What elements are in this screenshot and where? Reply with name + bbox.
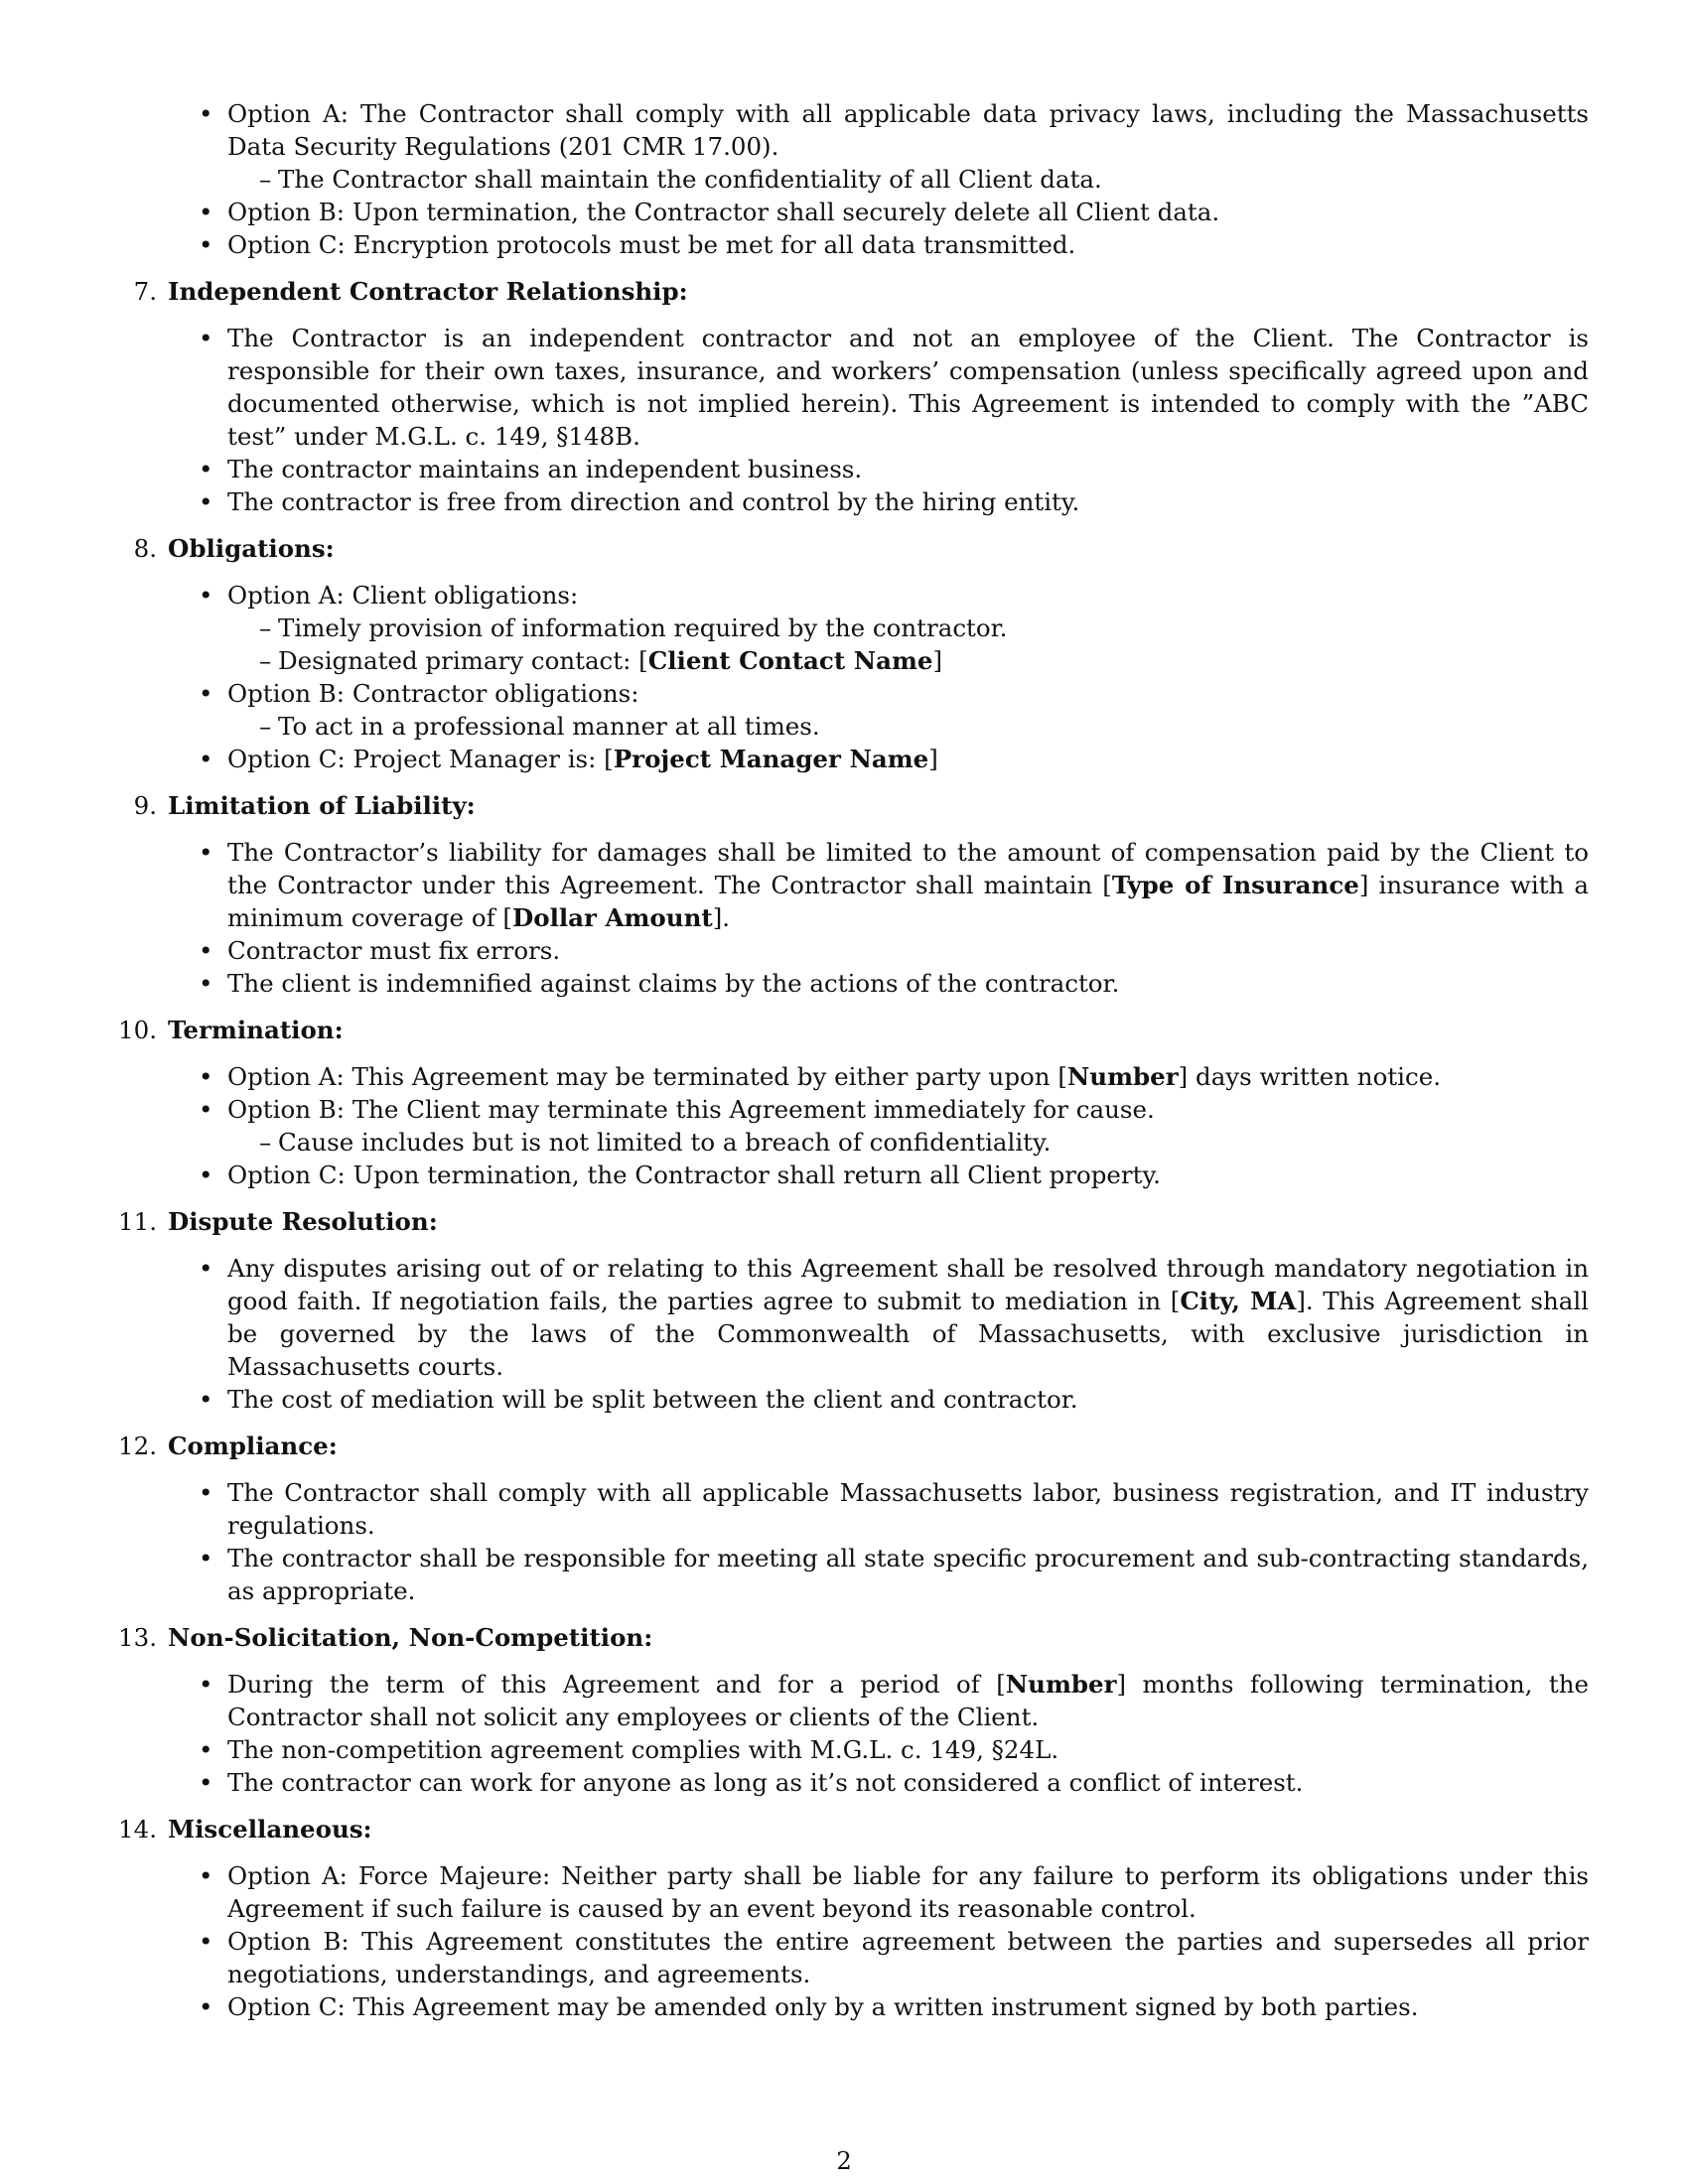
list-item: • The contractor is free from direction and control by the hiring entity. (199, 487, 1080, 516)
dash-icon: – (259, 614, 272, 642)
placeholder-field: Type of Insurance (1111, 871, 1359, 899)
list-item: • Option A: The Contractor shall comply with all applicable data privacy laws, including the Massachusetts Data Security Regulations (201 CMR 17.00). (199, 99, 1589, 161)
section-title: Termination: (168, 1016, 344, 1044)
list-item: • The contractor shall be responsible for meeting all state specific procurement and sub-contracting standards, as appropriate. (199, 1544, 1589, 1605)
section-title: Limitation of Liability: (168, 791, 476, 820)
section-title: Compliance: (168, 1432, 338, 1460)
section-heading-7: 7. Independent Contractor Relationship: (133, 277, 688, 306)
list-item: • The non-competition agreement complies with M.G.L. c. 149, §24L. (199, 1735, 1059, 1764)
list-item: • Option C: Upon termination, the Contractor shall return all Client property. (199, 1160, 1161, 1189)
bullet-icon: • (199, 1735, 213, 1764)
list-item: • Option B: The Client may terminate this Agreement immediately for cause. (199, 1095, 1155, 1124)
placeholder-field: Number (1005, 1670, 1117, 1699)
bullet-icon: • (199, 969, 213, 998)
section-heading-8: 8. Obligations: (133, 534, 335, 563)
section-6-continued (109, 97, 1589, 261)
sub-list-item: – Designated primary contact: [Client Contact Name] (259, 646, 943, 675)
placeholder-field: Client Contact Name (647, 646, 933, 675)
list-item: • The Contractor’s liability for damages shall be limited to the amount of compensation paid by the Client to the Contractor under this Agreement. The Contractor shall maintain [Type of Insurance] insurance with a minimum coverage of [Dollar Amount]. (199, 838, 1590, 932)
list-item: • Option B: This Agreement constitutes the entire agreement between the parties and supersedes all prior negotiations, understandings, and agreements. (199, 1927, 1589, 1988)
sub-list-item: – Cause includes but is not limited to a breach of confidentiality. (259, 1128, 1052, 1157)
document-body (109, 97, 1589, 2023)
list-item: • Option C: This Agreement may be amended only by a written instrument signed by both parties. (199, 1992, 1419, 2021)
bullet-icon: • (199, 324, 213, 352)
list-item: • The Contractor shall comply with all applicable Massachusetts labor, business registration, and IT industry regulations. (199, 1478, 1589, 1540)
list-item: • Option A: Force Majeure: Neither party shall be liable for any failure to perform its obligations under this Agreement if such failure is caused by an event beyond its reasonable control. (199, 1861, 1589, 1923)
bullet-icon: • (199, 1385, 213, 1414)
section-heading-11: 11. Dispute Resolution: (118, 1207, 438, 1236)
bullet-icon: • (199, 679, 213, 708)
list-item: • The cost of mediation will be split between the client and contractor. (199, 1385, 1078, 1414)
dash-icon: – (259, 646, 272, 675)
bullet-icon: • (199, 99, 213, 128)
list-item: • Option B: Upon termination, the Contractor shall securely delete all Client data. (199, 198, 1220, 226)
section-title: Independent Contractor Relationship: (168, 277, 688, 306)
page-number: 2 (836, 2146, 852, 2175)
sub-list-item: – The Contractor shall maintain the confidentiality of all Client data. (259, 165, 1102, 194)
list-item: • The contractor maintains an independent business. (199, 455, 863, 483)
section-title: Obligations: (168, 534, 335, 563)
dash-icon: – (259, 165, 272, 194)
dash-icon: – (259, 1128, 272, 1157)
bullet-icon: • (199, 1062, 213, 1091)
sub-list-item: – To act in a professional manner at all times. (259, 712, 820, 741)
sub-list-item: – Timely provision of information required by the contractor. (259, 614, 1008, 642)
section-title: Dispute Resolution: (168, 1207, 438, 1236)
list-item: • During the term of this Agreement and for a period of [Number] months following termination, the Contractor shall not solicit any employees or clients of the Client. (199, 1670, 1589, 1731)
list-item: • Option C: Project Manager is: [Project Manager Name] (199, 745, 938, 773)
list-item: • Option A: This Agreement may be terminated by either party upon [Number] days written notice. (199, 1062, 1442, 1091)
dash-icon: – (259, 712, 272, 741)
bullet-icon: • (199, 838, 213, 867)
bullet-icon: • (199, 1254, 213, 1283)
section-heading-13: 13. Non-Solicitation, Non-Competition: (118, 1623, 653, 1652)
bullet-icon: • (199, 936, 213, 965)
placeholder-field: Dollar Amount (511, 903, 713, 932)
bullet-icon: • (199, 1544, 213, 1572)
section-heading-12: 12. Compliance: (118, 1432, 338, 1460)
bullet-icon: • (199, 198, 213, 226)
bullet-icon: • (199, 1768, 213, 1797)
bullet-icon: • (199, 1861, 213, 1890)
placeholder-field: Project Manager Name (613, 745, 929, 773)
section-heading-9: 9. Limitation of Liability: (133, 791, 476, 820)
section-heading-14: 14. Miscellaneous: (118, 1815, 372, 1843)
placeholder-field: Number (1066, 1062, 1179, 1091)
section-title: Miscellaneous: (168, 1815, 372, 1843)
bullet-icon: • (199, 581, 213, 610)
list-item: • Option B: Contractor obligations: (199, 679, 639, 708)
bullet-icon: • (199, 1095, 213, 1124)
list-item: • Option C: Encryption protocols must be met for all data transmitted. (199, 230, 1076, 259)
section-heading-10: 10. Termination: (118, 1016, 344, 1044)
bullet-icon: • (199, 230, 213, 259)
list-item: • Option A: Client obligations: (199, 581, 579, 610)
bullet-icon: • (199, 745, 213, 773)
list-item: • The Contractor is an independent contractor and not an employee of the Client. The Contractor is responsible for their own taxes, insurance, and workers’ compensation (unless specifically agreed upon and documented otherwise, which is not implied herein). This Agreement is intended to comply with the ”ABC test” under M.G.L. c. 149, §148B. (199, 324, 1589, 451)
placeholder-field: City, MA (1180, 1287, 1297, 1315)
bullet-icon: • (199, 1160, 213, 1189)
bullet-icon: • (199, 487, 213, 516)
section-title: Non-Solicitation, Non-Competition: (168, 1623, 653, 1652)
bullet-icon: • (199, 1478, 213, 1507)
bullet-icon: • (199, 1927, 213, 1956)
bullet-icon: • (199, 455, 213, 483)
bullet-icon: • (199, 1992, 213, 2021)
list-item: • Contractor must fix errors. (199, 936, 561, 965)
list-item: • The client is indemnified against claims by the actions of the contractor. (199, 969, 1120, 998)
list-item: • Any disputes arising out of or relating to this Agreement shall be resolved through mandatory negotiation in good faith. If negotiation fails, the parties agree to submit to mediation in [City, MA]. This Agreement shall be governed by the laws of the Commonwealth of Massachusetts, with exclusive jurisdiction in Massachusetts courts. (199, 1254, 1590, 1381)
list-item: • The contractor can work for anyone as long as it’s not considered a conflict of interest. (199, 1768, 1304, 1797)
bullet-icon: • (199, 1670, 213, 1699)
